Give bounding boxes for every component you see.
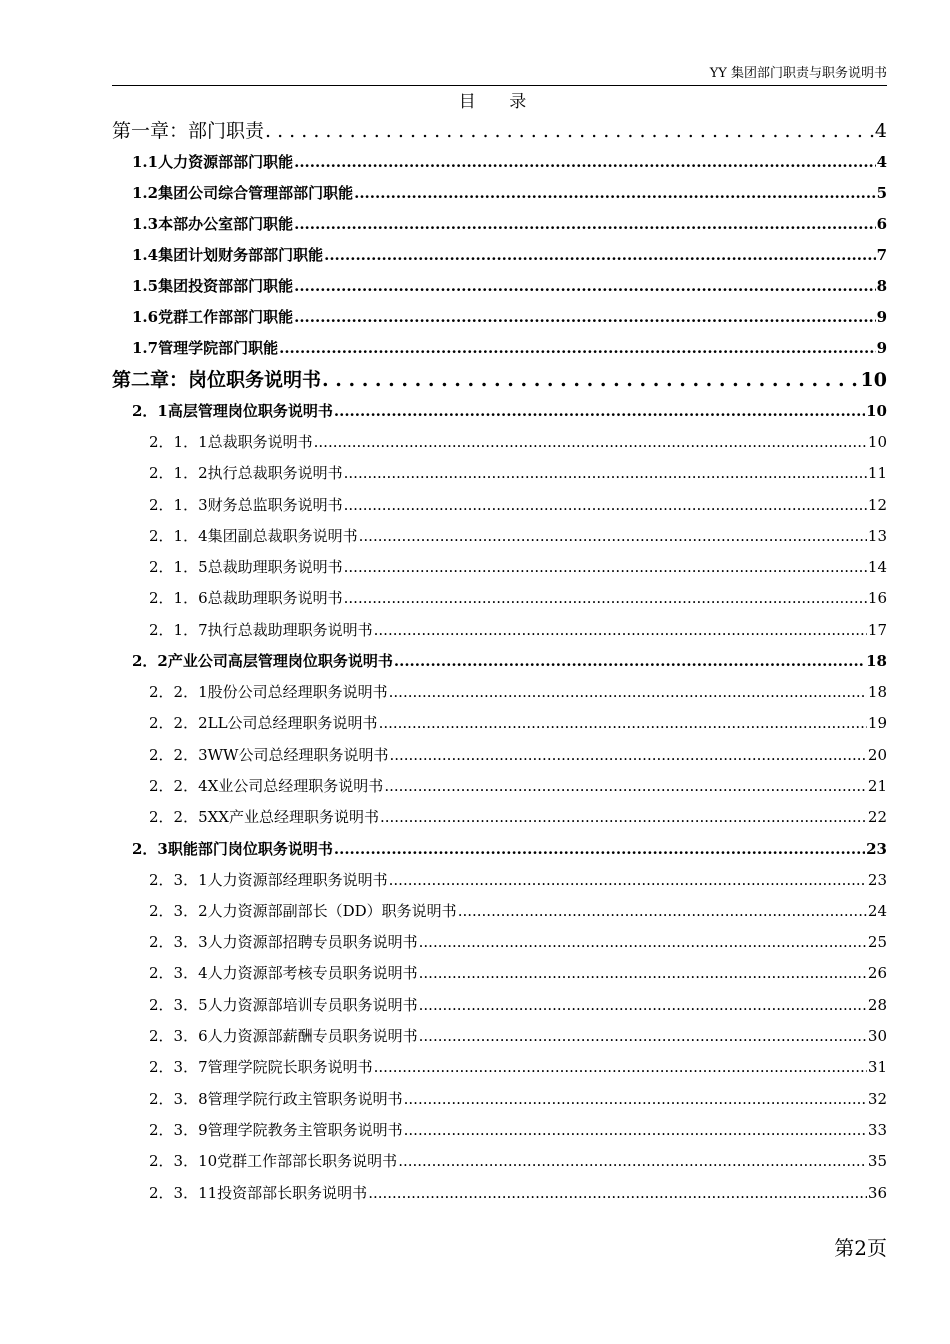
toc-label: 2．3．7管理学院院长职务说明书 [149, 1058, 373, 1077]
toc-label: 2．3．2人力资源部副部长（DD）职务说明书 [149, 901, 457, 920]
toc-leader [334, 834, 865, 865]
toc-item-2-3-8[interactable] [112, 1084, 887, 1115]
toc-leader [374, 615, 867, 646]
toc-page-number: 17 [867, 620, 887, 639]
toc-item-2-1-3[interactable] [112, 490, 887, 521]
toc-leader [314, 427, 867, 458]
toc-leader [294, 271, 875, 302]
toc-page-number: 21 [867, 776, 887, 795]
toc-leader [404, 1115, 867, 1146]
toc-leader [344, 458, 867, 489]
toc-label: 2．1．6总裁助理职务说明书 [149, 589, 343, 608]
toc-label: 2．1．3财务总监职务说明书 [149, 495, 343, 514]
toc-label: 1.3本部办公室部门职能 [132, 215, 294, 233]
toc-section-2-2[interactable] [112, 646, 887, 677]
toc-leader [404, 1084, 867, 1115]
page-footer-number: 第2页 [834, 1236, 887, 1260]
toc-title: 目 录 [458, 92, 541, 112]
toc-section-1-3[interactable] [112, 209, 887, 240]
toc-page-number: 6 [876, 215, 887, 233]
toc-page-number: 10 [867, 433, 887, 451]
toc-leader [374, 1052, 867, 1083]
toc-page-number: 10 [866, 402, 887, 420]
toc-label: 1.5集团投资部部门职能 [132, 277, 294, 295]
toc-item-2-2-2[interactable] [112, 708, 887, 739]
toc-page-number: 22 [867, 808, 887, 827]
toc-leader [359, 521, 867, 552]
header-rule [112, 85, 887, 86]
toc-label: 2．3．4人力资源部考核专员职务说明书 [149, 964, 418, 983]
toc-label: 2．1．2执行总裁职务说明书 [149, 464, 343, 483]
toc-section-1-7[interactable] [112, 333, 887, 364]
toc-page-number: 35 [867, 1152, 887, 1171]
toc-page-number: 26 [867, 964, 887, 983]
toc-label: 1.1人力资源部部门职能 [132, 153, 294, 171]
toc-chapter-1[interactable] [112, 115, 887, 147]
toc-item-2-2-4[interactable] [112, 771, 887, 802]
toc-leader [368, 1178, 867, 1209]
toc-leader [279, 333, 875, 364]
toc-chapter-2[interactable] [112, 364, 887, 396]
table-of-contents [112, 115, 887, 1209]
toc-page-number: 18 [866, 652, 887, 671]
toc-label: 2．3．11投资部部长职务说明书 [149, 1183, 368, 1202]
toc-item-2-1-6[interactable] [112, 583, 887, 614]
toc-item-2-3-1[interactable] [112, 865, 887, 896]
toc-leader [379, 708, 867, 739]
toc-page-number: 12 [867, 495, 887, 514]
toc-leader [354, 178, 875, 209]
toc-label: 2．1．5总裁助理职务说明书 [149, 558, 343, 577]
toc-page-number: 5 [876, 184, 887, 202]
toc-page-number: 33 [867, 1120, 887, 1139]
toc-page-number: 18 [867, 683, 887, 702]
toc-page-number: 20 [867, 745, 887, 764]
toc-leader [389, 677, 867, 708]
toc-item-2-1-2[interactable] [112, 458, 887, 489]
toc-section-2-1[interactable] [112, 396, 887, 427]
toc-label: 2．3．9管理学院教务主管职务说明书 [149, 1120, 403, 1139]
toc-page-number: 25 [867, 933, 887, 952]
toc-item-2-3-11[interactable] [112, 1178, 887, 1209]
toc-leader [419, 927, 867, 958]
toc-label: 第一章：部门职责 [112, 120, 265, 142]
toc-item-2-1-5[interactable] [112, 552, 887, 583]
toc-leader [294, 209, 875, 240]
toc-item-2-3-6[interactable] [112, 1021, 887, 1052]
toc-label: 2．1．4集团副总裁职务说明书 [149, 526, 358, 545]
toc-page-number: 23 [867, 870, 887, 889]
toc-page-number: 10 [860, 369, 887, 391]
toc-page-number: 30 [867, 1027, 887, 1046]
toc-item-2-2-3[interactable] [112, 740, 887, 771]
toc-page-number: 4 [876, 153, 887, 171]
toc-item-2-3-5[interactable] [112, 990, 887, 1021]
toc-label: 2．3．8管理学院行政主管职务说明书 [149, 1089, 403, 1108]
toc-leader [344, 552, 867, 583]
toc-item-2-2-1[interactable] [112, 677, 887, 708]
toc-item-2-1-1[interactable] [112, 427, 887, 458]
toc-label: 2．2产业公司高层管理岗位职务说明书 [132, 652, 393, 671]
toc-page-number: 32 [867, 1089, 887, 1108]
toc-leader [334, 396, 865, 427]
toc-leader [419, 1021, 867, 1052]
toc-section-1-1[interactable] [112, 147, 887, 178]
toc-leader [265, 115, 874, 147]
toc-item-2-1-7[interactable] [112, 615, 887, 646]
toc-leader [389, 740, 866, 771]
toc-label: 1.7管理学院部门职能 [132, 339, 279, 357]
toc-page-number: 11 [867, 464, 887, 483]
toc-leader [344, 583, 867, 614]
toc-section-1-6[interactable] [112, 302, 887, 333]
toc-section-2-3[interactable] [112, 834, 887, 865]
toc-page-number: 7 [876, 246, 887, 264]
toc-leader [294, 147, 875, 178]
toc-page-number: 8 [876, 277, 887, 295]
page-header: YY 集团部门职责与职务说明书 [709, 66, 887, 81]
toc-label: 2．3．10党群工作部部长职务说明书 [149, 1152, 398, 1171]
toc-item-2-3-3[interactable] [112, 927, 887, 958]
toc-leader [384, 771, 867, 802]
ch1-sections [112, 147, 887, 364]
toc-item-2-3-4[interactable] [112, 958, 887, 989]
toc-leader [344, 490, 867, 521]
toc-item-2-3-2[interactable] [112, 896, 887, 927]
toc-label: 1.2集团公司综合管理部部门职能 [132, 184, 354, 202]
toc-page-number: 4 [874, 120, 887, 142]
toc-label: 2．3．3人力资源部招聘专员职务说明书 [149, 933, 418, 952]
toc-label: 2．2．4X业公司总经理职务说明书 [149, 776, 384, 795]
toc-label: 2．3．6人力资源部薪酬专员职务说明书 [149, 1027, 418, 1046]
toc-item-2-1-4[interactable] [112, 521, 887, 552]
toc-label: 1.6党群工作部部门职能 [132, 308, 294, 326]
toc-label: 2．3职能部门岗位职务说明书 [132, 839, 333, 858]
toc-page-number: 9 [876, 308, 887, 326]
toc-section-1-2[interactable] [112, 178, 887, 209]
toc-page-number: 19 [867, 714, 887, 733]
toc-page-number: 31 [867, 1058, 887, 1077]
toc-item-2-2-5[interactable] [112, 802, 887, 833]
toc-leader [398, 1146, 867, 1177]
toc-label: 2．2．1股份公司总经理职务说明书 [149, 683, 388, 702]
toc-leader [394, 646, 865, 677]
toc-leader [322, 364, 860, 396]
toc-page-number: 9 [876, 339, 887, 357]
toc-leader [419, 990, 867, 1021]
toc-page-number: 24 [867, 901, 887, 920]
toc-leader [380, 802, 867, 833]
toc-page-number: 14 [867, 558, 887, 577]
toc-leader [419, 958, 867, 989]
toc-label: 2．1．1总裁职务说明书 [149, 433, 313, 451]
toc-leader [389, 865, 867, 896]
toc-label: 2．2．2LL公司总经理职务说明书 [149, 714, 378, 733]
toc-page-number: 36 [867, 1183, 887, 1202]
toc-label: 第二章：岗位职务说明书 [112, 369, 322, 391]
toc-label: 2．1．7执行总裁助理职务说明书 [149, 620, 373, 639]
toc-label: 1.4集团计划财务部部门职能 [132, 246, 324, 264]
toc-page-number: 28 [867, 995, 887, 1014]
toc-item-2-3-7[interactable] [112, 1052, 887, 1083]
toc-leader [324, 240, 875, 271]
toc-section-1-5[interactable] [112, 271, 887, 302]
toc-label: 2．3．1人力资源部经理职务说明书 [149, 870, 388, 889]
toc-page-number: 13 [867, 526, 887, 545]
toc-leader [294, 302, 875, 333]
toc-item-2-3-10[interactable] [112, 1146, 887, 1177]
toc-label: 2．2．5XX产业总经理职务说明书 [149, 808, 379, 827]
toc-page-number: 23 [866, 839, 887, 858]
toc-section-1-4[interactable] [112, 240, 887, 271]
toc-label: 2．2．3WW公司总经理职务说明书 [149, 745, 389, 764]
toc-page-number: 16 [867, 589, 887, 608]
toc-label: 2．3．5人力资源部培训专员职务说明书 [149, 995, 418, 1014]
toc-leader [458, 896, 867, 927]
toc-item-2-3-9[interactable] [112, 1115, 887, 1146]
toc-label: 2．1高层管理岗位职务说明书 [132, 402, 333, 420]
